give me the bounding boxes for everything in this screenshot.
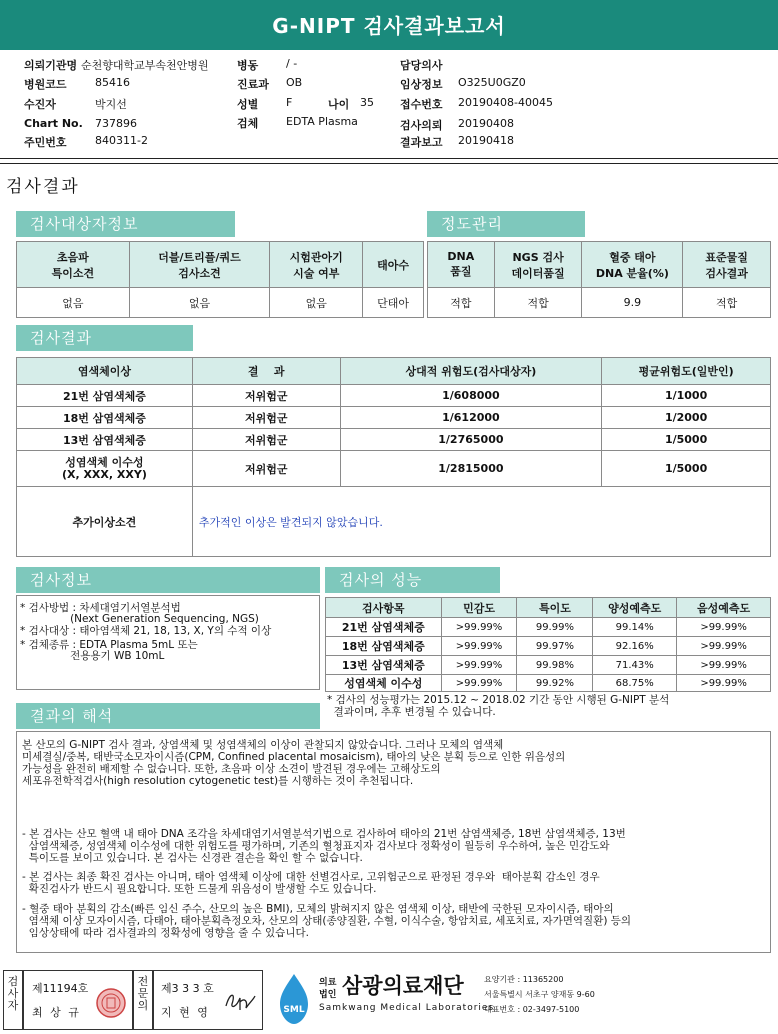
result-cell: 1/608000: [340, 385, 602, 407]
request-label: 검사의뢰: [400, 119, 443, 132]
table-row: [326, 618, 771, 637]
interpretation-paragraph: 본 산모의 G-NIPT 검사 결과, 상염색체 및 성염색체의 이상이 관찰되지 않았습니다. 그러나 모체의 염색체 미세결실/중복, 태반국소모자이시즘(CPM, Confined placental mosaicism), 태아의 낮은 분획 등으로 인한 위음성의 가능성을 완전히 배제할 수 없습니다. 또한, 초음파 이상 소견이 발견된 경우에는 고해상도의 세포유전학적검사(high resolution cytogenetic test)를 시행하는 것이 추천됩니다.: [22, 739, 566, 787]
qc-value: 적합: [683, 288, 771, 318]
table-row: [17, 429, 771, 451]
perf-header: 특이도: [517, 598, 593, 618]
subject-header: 태아수: [363, 242, 424, 288]
table-row: [326, 656, 771, 675]
result-cell: 1/612000: [340, 407, 602, 429]
perf-cell: 18번 삼염색체증: [326, 637, 442, 656]
clinical-value: O325U0GZ0: [458, 76, 526, 89]
result-cell: 1/5000: [602, 451, 771, 487]
confirmer-label: 전문의: [137, 975, 149, 1012]
request-value: 20190408: [458, 117, 514, 130]
examiner-id: 제11194호: [32, 982, 89, 995]
report-date-value: 20190418: [458, 134, 514, 147]
perf-cell: 99.98%: [517, 656, 593, 675]
ward-value: / -: [286, 57, 298, 70]
subject-value: 단태아: [363, 288, 424, 318]
results-table: [16, 357, 771, 557]
results-tab: 검사결과: [16, 325, 193, 351]
report-title: G-NIPT 검사결과보고서: [0, 0, 778, 50]
result-cell: 1/1000: [602, 385, 771, 407]
table-row: [17, 407, 771, 429]
interpretation-note: - 혈중 태아 분획의 감소(빠른 임신 주수, 산모의 높은 BMI), 모체의 밝혀지지 않은 염색체 이상, 태반에 국한된 모자이시즘, 태아의 염색체 이상 모자이시즘, 다태아, 태아분획측정오차, 산모의 상태(종양질환, 수혈, 이식수술, 항암치료, 세포치료, 자가면역질환) 등의 임상상태에 따라 검사결과의 정확성에 영향을 줄 수 있습니다.: [22, 903, 632, 939]
interpretation-note: - 본 검사는 최종 확진 검사는 아니며, 태아 염색체 이상에 대한 선별검사로, 고위험군으로 판정된 경우와 태아분획 감소인 경우 확진검사가 반드시 필요합니다. 또한 드물게 위음성이 발생할 수도 있습니다.: [22, 871, 600, 895]
perf-cell: >99.99%: [677, 656, 771, 675]
qc-value: 9.9: [582, 288, 683, 318]
results-header: 염색체이상: [17, 358, 193, 385]
recipient-label: 수진자: [24, 98, 56, 111]
dept-value: OB: [286, 76, 303, 89]
result-cell: 1/2815000: [340, 451, 602, 487]
subject-header: 시험관아기 시술 여부: [270, 242, 363, 288]
results-header: 평균위험도(일반인): [602, 358, 771, 385]
main-title: 검사결과: [6, 177, 80, 197]
subject-value: 없음: [270, 288, 363, 318]
age-value: 35: [360, 96, 374, 109]
result-cell: 1/5000: [602, 429, 771, 451]
sex-label: 성별: [237, 98, 259, 111]
org-tag1: 의료: [319, 978, 337, 988]
result-cell: 저위험군: [192, 429, 340, 451]
perf-cell: >99.99%: [441, 675, 517, 692]
result-cell: 13번 삼염색체증: [17, 429, 193, 451]
interpretation-tab: 결과의 해석: [16, 703, 320, 729]
perf-cell: 성염색체 이수성: [326, 675, 442, 692]
inst-value: 순천향대학교부속천안병원: [81, 59, 209, 72]
result-cell: 저위험군: [192, 407, 340, 429]
examiner-label: 검사자: [7, 975, 19, 1012]
perf-cell: 21번 삼염색체증: [326, 618, 442, 637]
perf-cell: >99.99%: [677, 618, 771, 637]
qc-value: 적합: [494, 288, 582, 318]
inst-label: 의뢰기관명: [24, 59, 78, 72]
test-info-line: * 검사대상 : 태아염색체 21, 18, 13, X, Y의 수적 이상: [20, 625, 272, 637]
table-row: [326, 637, 771, 656]
perf-cell: >99.99%: [441, 618, 517, 637]
perf-cell: >99.99%: [441, 637, 517, 656]
org-name: 삼광의료재단: [342, 974, 464, 998]
table-row: [17, 487, 771, 557]
perf-header: 양성예측도: [593, 598, 677, 618]
org-info: 대표번호 : 02-3497-5100: [484, 1005, 580, 1014]
test-info-line: 전용용기 WB 10mL: [20, 650, 165, 662]
confirmer-name: 지 현 영: [161, 1006, 210, 1019]
performance-table: [325, 597, 771, 692]
qc-header: NGS 검사 데이터품질: [494, 242, 582, 288]
perf-cell: >99.99%: [677, 675, 771, 692]
clinical-label: 임상정보: [400, 78, 443, 91]
chart-label: Chart No.: [24, 117, 83, 130]
confirmer-id: 제3 3 3 호: [161, 982, 214, 995]
org-tag2: 법인: [319, 990, 337, 1000]
results-header: 상대적 위험도(검사대상자): [340, 358, 602, 385]
result-cell: 저위험군: [192, 385, 340, 407]
perf-cell: 99.97%: [517, 637, 593, 656]
perf-cell: 71.43%: [593, 656, 677, 675]
perf-cell: 92.16%: [593, 637, 677, 656]
qc-tab: 정도관리: [427, 211, 585, 237]
age-label: 나이: [328, 98, 350, 111]
subject-value: 없음: [129, 288, 270, 318]
examiner-seal-icon: [95, 987, 127, 1019]
perf-cell: 68.75%: [593, 675, 677, 692]
subject-info-tab: 검사대상자정보: [16, 211, 235, 237]
result-cell: 1/2765000: [340, 429, 602, 451]
divider: [0, 158, 778, 159]
qc-header: 표준물질 검사결과: [683, 242, 771, 288]
table-row: [326, 675, 771, 692]
id-value: 840311-2: [95, 134, 148, 147]
subject-header: 더블/트리플/쿼드 검사소견: [129, 242, 270, 288]
table-row: [17, 451, 771, 487]
test-info-line: * 검체종류 : EDTA Plasma 5mL 또는: [20, 639, 198, 651]
result-cell: 21번 삼염색체증: [17, 385, 193, 407]
divider: [0, 163, 778, 164]
report-date-label: 결과보고: [400, 136, 443, 149]
recipient-value: 박지선: [95, 98, 127, 111]
interpretation-note: - 본 검사는 산모 혈액 내 태아 DNA 조각을 차세대염기서열분석기법으로 검사하여 태아의 21번 삼염색체증, 18번 삼염색체증, 13번 삼염색체증, 성염색체 이수성에 대한 위험도를 평가하며, 기존의 혈청표지자 검사보다 정확성이 월등히 우수하여, 높은 민감도와 특이도를 보이고 있습니다. 본 검사는 신경관 결손을 확인 할 수 없습니다.: [22, 828, 626, 864]
receipt-label: 접수번호: [400, 98, 443, 111]
subject-info-table: [16, 241, 424, 318]
test-info-line: * 검사방법 : 차세대염기서열분석법: [20, 602, 181, 614]
signature-icon: [222, 988, 258, 1014]
perf-cell: 13번 삼염색체증: [326, 656, 442, 675]
extra-findings-label: 추가이상소견: [17, 487, 193, 557]
sml-logo-icon: [272, 972, 316, 1026]
org-info: 서울특별시 서초구 양재동 9-60: [484, 990, 595, 999]
perf-cell: 99.14%: [593, 618, 677, 637]
performance-note: * 검사의 성능평가는 2015.12 ~ 2018.02 기간 동안 시행된 G-NIPT 분석 결과이며, 추후 변경될 수 있습니다.: [327, 694, 670, 718]
logo-text: SML: [283, 1005, 305, 1015]
test-info-tab: 검사정보: [16, 567, 320, 593]
result-cell: 1/2000: [602, 407, 771, 429]
doctor-label: 담당의사: [400, 59, 443, 72]
specimen-label: 검체: [237, 117, 259, 130]
chart-value: 737896: [95, 117, 137, 130]
code-value: 85416: [95, 76, 130, 89]
org-info: 요양기관 : 11365200: [484, 975, 564, 984]
perf-header: 검사항목: [326, 598, 442, 618]
perf-header: 음성예측도: [677, 598, 771, 618]
result-cell: 성염색체 이수성 (X, XXX, XXY): [17, 451, 193, 487]
code-label: 병원코드: [24, 78, 67, 91]
perf-cell: >99.99%: [677, 637, 771, 656]
subject-header: 초음파 특이소견: [17, 242, 130, 288]
qc-table: [427, 241, 771, 318]
org-english-name: Samkwang Medical Laboratories: [319, 1003, 495, 1013]
perf-cell: 99.92%: [517, 675, 593, 692]
perf-cell: 99.99%: [517, 618, 593, 637]
qc-header: 혈중 태아 DNA 분율(%): [582, 242, 683, 288]
table-row: [17, 385, 771, 407]
perf-cell: >99.99%: [441, 656, 517, 675]
ward-label: 병동: [237, 59, 259, 72]
receipt-value: 20190408-40045: [458, 96, 553, 109]
test-info-line: (Next Generation Sequencing, NGS): [20, 613, 259, 625]
dept-label: 진료과: [237, 78, 269, 91]
examiner-name: 최 상 규: [32, 1006, 81, 1019]
id-label: 주민번호: [24, 136, 67, 149]
result-cell: 저위험군: [192, 451, 340, 487]
performance-tab: 검사의 성능: [325, 567, 500, 593]
specimen-value: EDTA Plasma: [286, 115, 358, 128]
subject-value: 없음: [17, 288, 130, 318]
qc-header: DNA 품질: [428, 242, 495, 288]
results-header: 결 과: [192, 358, 340, 385]
sex-value: F: [286, 96, 293, 109]
extra-findings-value: 추가적인 이상은 발견되지 않았습니다.: [192, 487, 770, 557]
perf-header: 민감도: [441, 598, 517, 618]
qc-value: 적합: [428, 288, 495, 318]
result-cell: 18번 삼염색체증: [17, 407, 193, 429]
